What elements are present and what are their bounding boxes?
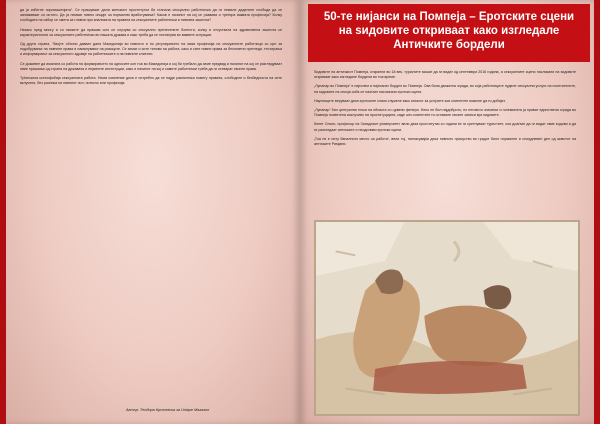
paragraph: Некако пред многу и со ниските да прашам што се случува со сексуално пренесените болести, колку и отсуствата на здравствена заштита се карактеристични за сексуалните работнички во нашата држава и како треба да се постапува во ваквите ситуации. bbox=[20, 27, 282, 37]
paragraph: Туѓинската ксенофобија сексуалната работа. Нема сомнение дека е потребно да се најде рамнотежа помеѓу правата, слободите и безбедноста на сите вклучени, без разлика на нивниот пол, потекло или професија. bbox=[20, 76, 282, 86]
paragraph: Ѕидовите на античкиот Помпеја, откриени во 18 век, туристите можат да ги видат од септември 2016 година, а сексуалните сцени насликани на ѕидовите откриваат како изгледале бордели во тоа време. bbox=[314, 70, 576, 80]
pompeii-fresco-image bbox=[314, 220, 580, 416]
fresco-illustration bbox=[316, 222, 578, 414]
paragraph: Кенет Олсон, професор на Западниот универзитет, вели дека проститутки со години ќе ги сретнуваат туристите, кои доаѓаат да ги видат овие ѕидови и да ги разгледаат античките и неодоливи еротски сцени. bbox=[314, 122, 576, 132]
paragraph: „Лупанар во Помпеја“ е најголем и најпознат бордел во Помпеја. Ова била двокатна зграда, во која работниците нуделе сексуални услуги на посетителите, на ѕидовите на секоја соба се наоѓаат насликани еротски сцени. bbox=[314, 84, 576, 94]
article-title: 50-те нијанси на Помпеја – Еротските сцени на ѕидовите откриваат како изгледале Античките бордели bbox=[323, 11, 575, 51]
paragraph: Научниците веруваат дека еротските слики служеле како каталог за услугите кои клиентите можеле да ги добијат. bbox=[314, 98, 506, 103]
left-article-body bbox=[20, 8, 282, 90]
title-banner bbox=[308, 4, 590, 62]
paragraph: Од друга страна, ‘Ѕвојте обично даваат дали Македонија во нивното и по регулирањето на оваа професија на сексуалните работници со цел за подобрување на нивните права и намалување на ризиците. Се земат и сите типови на работа, како и сите нивни права за бесплатни прегледи, тестирања и информирање за сексуалното здравје на работничките и на нивните клиенти. bbox=[20, 42, 282, 57]
paragraph: да ја избегне сиромаштијата“. Се прашуваат дали женскиот проститутки би станала сексуално работничка да ги немале дадените слободи да се занимаваат со истото. Да ја немаат нивно опције за нормални вработувања? Каков е начинот на кој се развива и третира ваквата професија? Колку слободата на избор се сметa за главна при анализата на правата на сексуалните работнички и нивната заштита? bbox=[20, 8, 282, 23]
author-credit: Автор: Теодора Крстевска за Unique Магазин bbox=[126, 408, 210, 412]
right-page bbox=[300, 0, 600, 424]
right-article-body bbox=[314, 70, 576, 151]
paragraph: „Лупанар“ бил централна точка на областа со црвени фенери. Неко не бил најдоброто, но неговото значење и големината ја прават единствена зграда во Помпеја посветена исклучиво на проституцијата, каде што клиентите ги оставале своите записи врз ѕидовите. bbox=[314, 108, 576, 118]
paragraph: Се доживее да ималата со работа на формирањето на односите кон тоа во Македонија и кој би требало да земе предвид и начинот на кој се разгледуваат овие прашања од страна на државата и нејзините институции, како и начинот на кој и самите работнички треба да ги остварат своите права. bbox=[20, 61, 282, 71]
paragraph: „Тоа не е ниту баналното место за работа“, вели тој, нагласувајќи дека нивното присуство во градот било нормален и секојдневен дел од животот на античките Римјани. bbox=[314, 136, 576, 147]
